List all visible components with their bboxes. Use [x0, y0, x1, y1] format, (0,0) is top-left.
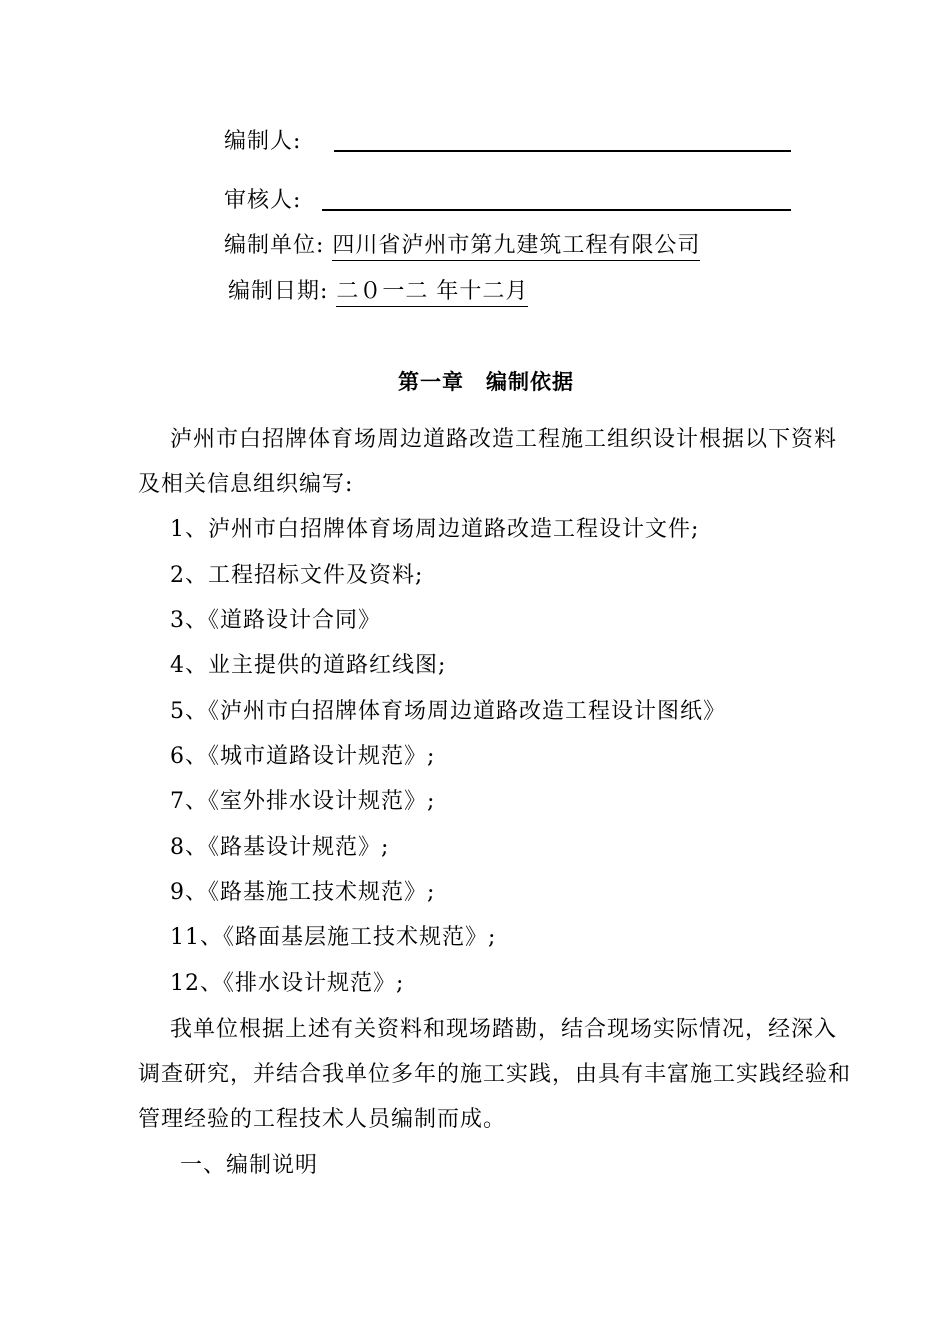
reviewer-blank-line [322, 209, 791, 211]
list-item: 7、《室外排水设计规范》; [170, 789, 436, 814]
list-item: 6、《城市道路设计规范》; [170, 744, 436, 769]
date-value: 二０一二 年十二月 [336, 279, 528, 307]
date-label: 编制日期: [228, 279, 329, 304]
list-item: 12、《排水设计规范》; [170, 971, 405, 996]
unit-label: 编制单位: [224, 233, 325, 258]
unit-row [224, 232, 700, 260]
list-item: 5、《泸州市白招牌体育场周边道路改造工程设计图纸》 [170, 699, 726, 724]
list-item: 11、《路面基层施工技术规范》; [170, 925, 497, 950]
list-item: 4、业主提供的道路红线图; [170, 653, 447, 678]
compiler-label: 编制人: [224, 129, 302, 154]
section-heading: 一、编制说明 [180, 1153, 319, 1178]
unit-value: 四川省泸州市第九建筑工程有限公司 [332, 233, 700, 261]
list-item: 8、《路基设计规范》; [170, 835, 390, 860]
reviewer-label: 审核人: [224, 188, 302, 213]
closing-line-1: 我单位根据上述有关资料和现场踏勘，结合现场实际情况，经深入 [170, 1017, 838, 1042]
intro-line-2: 及相关信息组织编写: [138, 472, 354, 497]
closing-line-2: 调查研究，并结合我单位多年的施工实践，由具有丰富施工实践经验和 [138, 1062, 852, 1087]
intro-line-1: 泸州市白招牌体育场周边道路改造工程施工组织设计根据以下资料 [170, 427, 838, 452]
date-row [228, 278, 528, 306]
list-item: 2、工程招标文件及资料; [170, 563, 424, 588]
list-item: 3、《道路设计合同》 [170, 608, 381, 633]
compiler-blank-line [334, 150, 791, 152]
list-item: 1、泸州市白招牌体育场周边道路改造工程设计文件; [170, 517, 700, 542]
list-item: 9、《路基施工技术规范》; [170, 880, 436, 905]
closing-line-3: 管理经验的工程技术人员编制而成。 [138, 1107, 507, 1132]
chapter-title: 第一章 编制依据 [398, 369, 574, 394]
